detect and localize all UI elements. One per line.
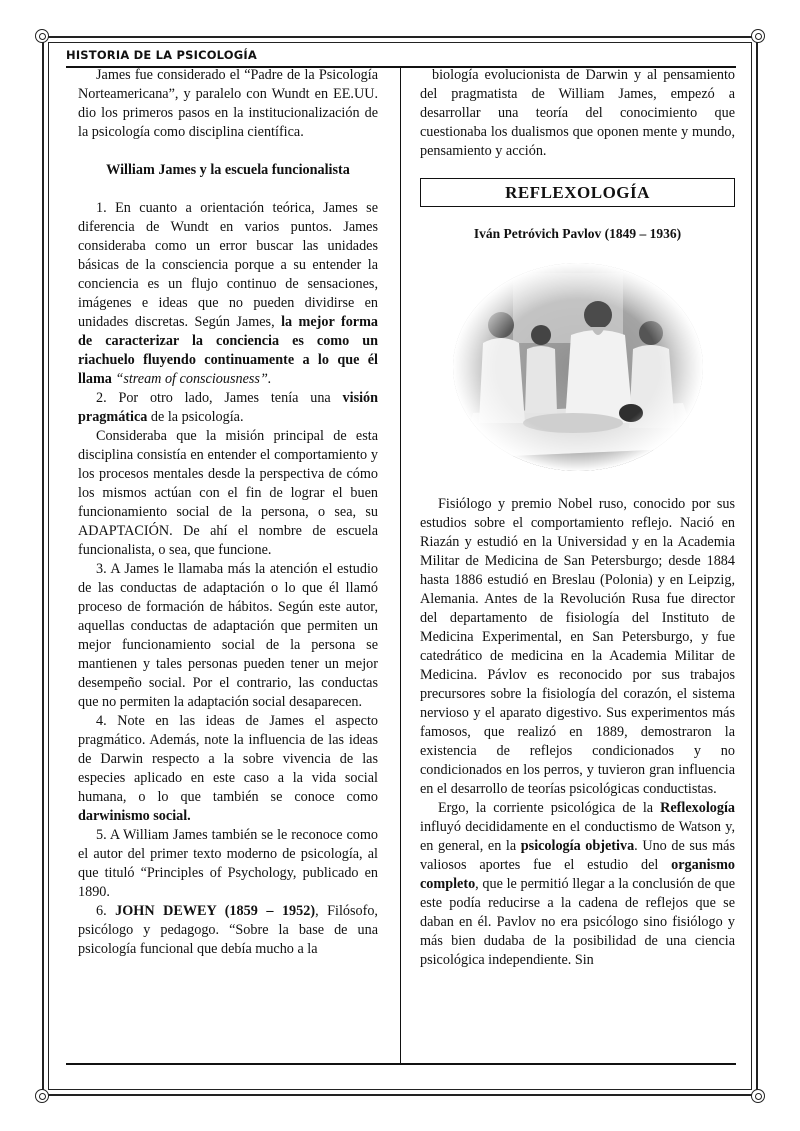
right-column <box>420 66 735 970</box>
running-header: HISTORIA DE LA PSICOLOGÍA <box>66 48 257 62</box>
intro-paragraph: James fue considerado el “Padre de la Psicología Norteamericana”, y paralelo con Wundt en EE.UU. dio los primeros pasos en la institucionalización de la psicología como disciplina científica. <box>78 67 378 140</box>
paragraph-point-2: 2. Por otro lado, James tenía una visión pragmática de la psicología. <box>78 390 379 425</box>
paragraph-point-4: 4. Note en las ideas de James el aspecto pragmático. Además, note la influencia de las ideas de Darwin respecto a la sobre vivencia de las especies aplicado en este caso a la vida social humana, o lo que también se conoce como darwinismo social. <box>78 713 378 824</box>
paragraph-point-3: 3. A James le llamaba más la atención el estudio de las conductas de adaptación o lo que él llamó proceso de formación de hábitos. Según este autor, aquellas conductas de adaptación que permiten un mejor funcionamiento social de la persona se mantienen y tales personas pueden tener un mejor desempeño social. Por el contrario, las conductas que no permiten la adaptación social desaparecen. <box>78 561 378 710</box>
reflexologia-paragraph: Ergo, la corriente psicológica de la Reflexología influyó decididamente en el conductismo de Watson y, en general, en la psicología objetiva. Uno de sus más valiosos aportes fue el estudio del organismo completo, que le permitió llegar a la conclusión de que este podía reducirse a la cadena de reflejos que se daban en él. Pavlov no era psicólogo sino fisiólogo y más bien dudaba de la posibilidad de una ciencia psicológica independiente. Sin <box>420 800 735 968</box>
section-title-reflexologia: REFLEXOLOGÍA <box>420 178 735 207</box>
paragraph-point-5: 5. A William James también se le reconoce como el autor del primer texto moderno de psicología, al que tituló “Principles of Psychology, publicado en 1890. <box>78 827 378 900</box>
left-column <box>78 66 378 959</box>
section-heading-funcionalismo: William James y la escuela funcionalista <box>106 162 350 178</box>
corner-ornament <box>751 1089 765 1103</box>
pavlov-subtitle: Iván Petróvich Pavlov (1849 – 1936) <box>473 226 682 241</box>
paragraph-point-6: 6. JOHN DEWEY (1859 – 1952), Filósofo, psicólogo y pedagogo. “Sobre la base de una psicología funcional que debía mucho a la <box>78 903 378 957</box>
corner-ornament <box>35 29 49 43</box>
pavlov-laboratory-photo <box>453 263 703 471</box>
paragraph-point-1: 1. En cuanto a orientación teórica, James se diferencia de Wundt en varios puntos. James consideraba como un error buscar las unidades básicas de la consciencia porque a su entender la conciencia es un flujo continuo de sensaciones, imágenes e ideas que no pueden dividirse en unidades discretas. Según James, la mejor forma de caracterizar la conciencia es como un riachuelo fluyendo continuamente a lo que él llama “stream of consciousness”. <box>78 200 378 387</box>
paragraph-adaptacion: Consideraba que la misión principal de esta disciplina consistía en entender el comportamiento y los procesos mentales desde la perspectiva de cómo los mismos actúan con el fin de lograr el buen funcionamiento social de la persona, o sea, su ADAPTACIÓN. De ahí el nombre de escuela funcionalista, o sea, que funcione. <box>78 428 378 558</box>
continuation-paragraph: biología evolucionista de Darwin y al pensamiento del pragmatista de William James, empezó a desarrollar una teoría del conocimiento que cuestionaba los dualismos que oponen mente y mundo, pensamiento y acción. <box>420 67 735 159</box>
footer-rule <box>66 1063 736 1065</box>
pavlov-bio-paragraph: Fisiólogo y premio Nobel ruso, conocido por sus estudios sobre el comportamiento reflejo. Nació en Riazán y estudió en la Universidad y en la Academia Militar de Medicina de San Petersburgo; desde 1884 hasta 1886 estudió en Breslau (Polonia) y en Leipzig, Alemania. Antes de la Revolución Rusa fue director del departamento de fisiología del Instituto de Medicina Experimental, en San Petersburgo, y fue catedrático de medicina en la Academia Militar de Medicina. Pávlov es reconocido por sus trabajos precursores sobre la fisiología del corazón, el sistema nervioso y el aparato digestivo. Sus experimentos más famosos, que realizó en 1889, demostraron la existencia de reflejos condicionados y no condicionados en los perros, y tuvieron gran influencia en el desarrollo de teorías psicológicas conductistas. <box>420 496 735 797</box>
corner-ornament <box>751 29 765 43</box>
column-divider <box>400 66 401 1064</box>
corner-ornament <box>35 1089 49 1103</box>
